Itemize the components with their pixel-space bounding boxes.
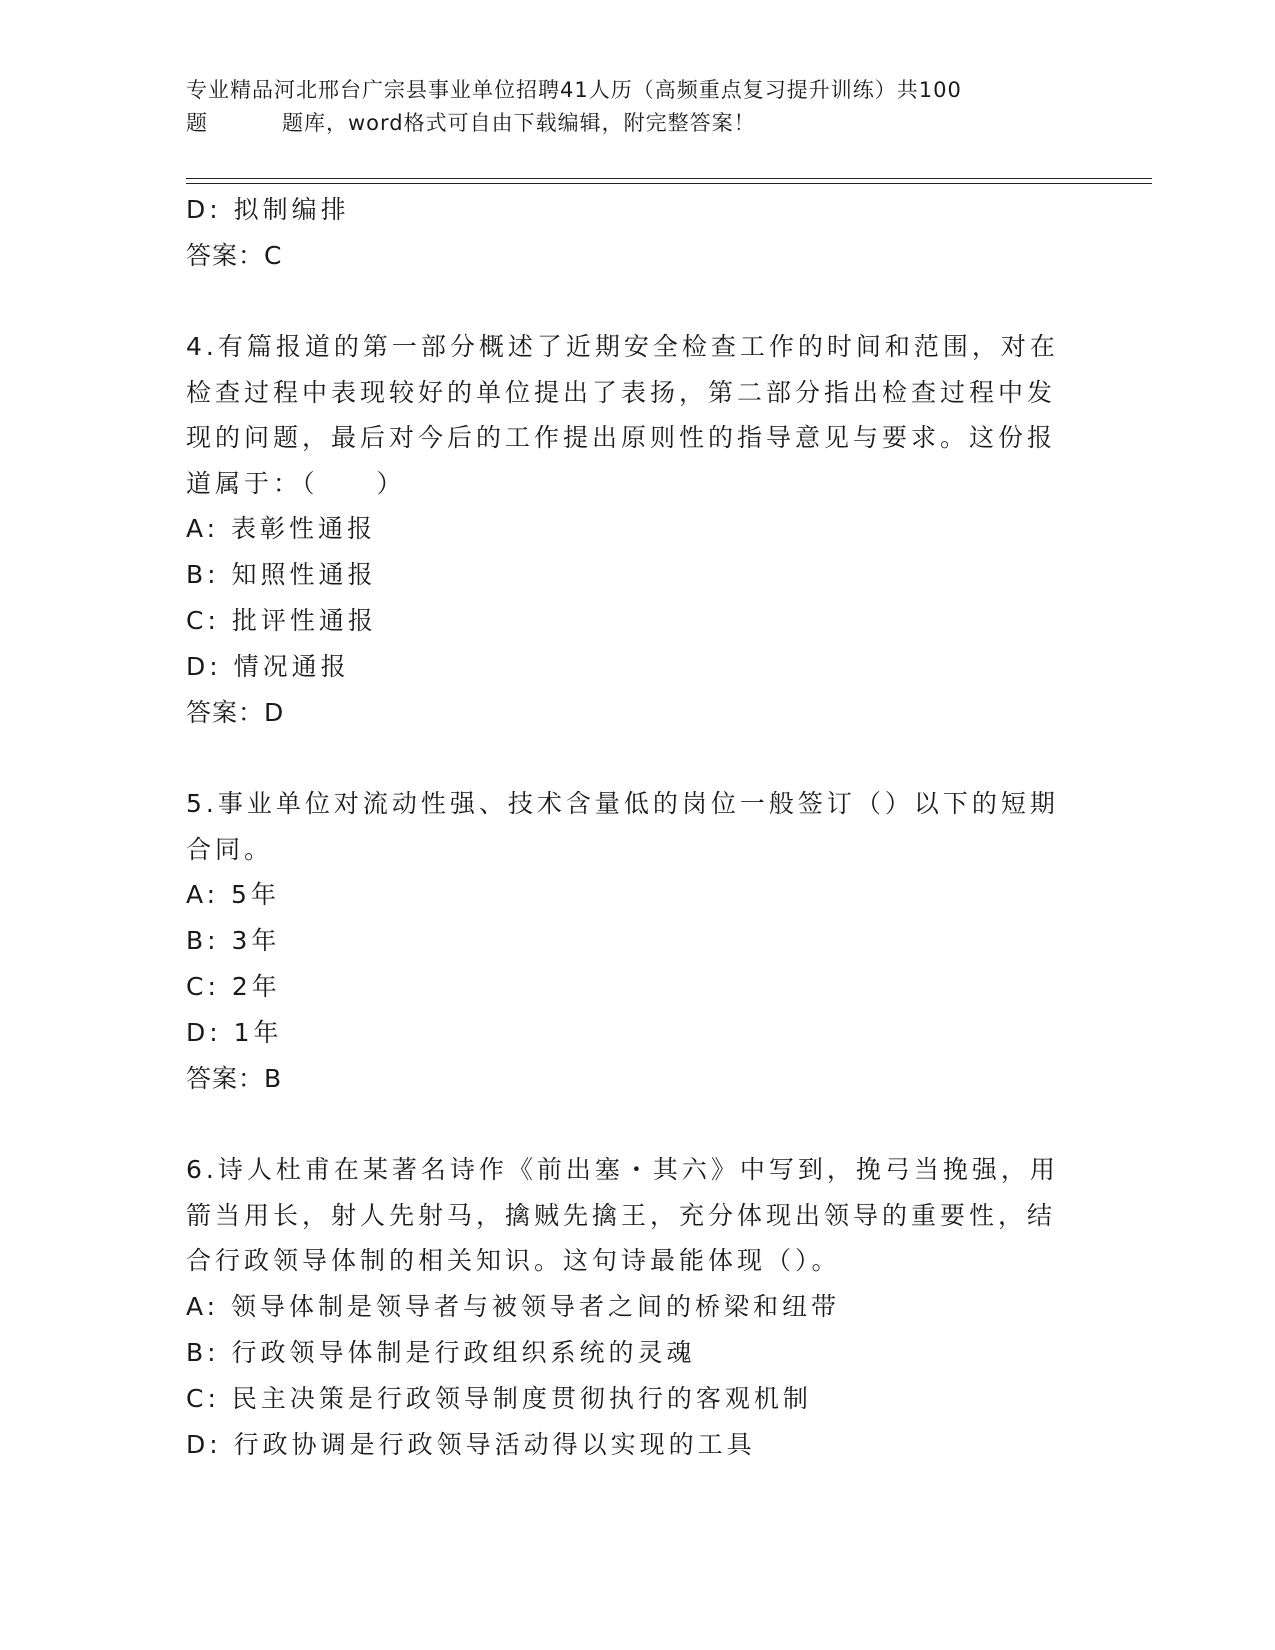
answer: 答案：D bbox=[186, 698, 285, 727]
question-text: 4.有篇报道的第一部分概述了近期安全检查工作的时间和范围，对在检查过程中表现较好的单位提出了表扬，第二部分指出检查过程中发现的问题，最后对今后的工作提出原则性的指导意见与要求。这份报道属于：（ ） bbox=[186, 332, 1059, 498]
option-b: B: 3年 bbox=[186, 926, 281, 955]
option-a: A: 表彰性通报 bbox=[186, 514, 377, 543]
question-3-tail bbox=[186, 187, 1066, 279]
answer: 答案：B bbox=[186, 1064, 283, 1093]
header-title-line-2-tail: 题库，word格式可自由下载编辑，附完整答案！ bbox=[282, 111, 756, 135]
option-b: B: 知照性通报 bbox=[186, 560, 377, 589]
header-divider-bottom bbox=[186, 183, 1152, 184]
question-5 bbox=[186, 781, 1066, 1102]
question-6 bbox=[186, 1147, 1066, 1468]
answer: 答案：C bbox=[186, 241, 283, 270]
option-c: C: 民主决策是行政领导制度贯彻执行的客观机制 bbox=[186, 1383, 812, 1413]
option-d: D: 行政协调是行政领导活动得以实现的工具 bbox=[186, 1429, 756, 1459]
question-text: 5.事业单位对流动性强、技术含量低的岗位一般签订（）以下的短期合同。 bbox=[186, 789, 1059, 864]
option-b: B: 行政领导体制是行政组织系统的灵魂 bbox=[186, 1337, 696, 1367]
option-c: C: 2年 bbox=[186, 972, 281, 1001]
option-c: C: 批评性通报 bbox=[186, 606, 377, 635]
option-d: D: 拟制编排 bbox=[186, 195, 350, 224]
header-title-line-2 bbox=[186, 107, 1066, 140]
question-4 bbox=[186, 324, 1066, 736]
option-a: A: 领导体制是领导者与被领导者之间的桥梁和纽带 bbox=[186, 1291, 841, 1321]
header-divider-top bbox=[186, 178, 1152, 179]
document-body bbox=[186, 187, 1066, 1468]
option-d: D: 1年 bbox=[186, 1018, 283, 1047]
question-text: 6.诗人杜甫在某著名诗作《前出塞・其六》中写到，挽弓当挽强，用箭当用长，射人先射马，擒贼先擒王，充分体现出领导的重要性，结合行政领导体制的相关知识。这句诗最能体现（）。 bbox=[186, 1155, 1059, 1275]
header-title-line-1: 专业精品河北邢台广宗县事业单位招聘41人历（高频重点复习提升训练）共100 bbox=[186, 78, 962, 102]
option-a: A: 5年 bbox=[186, 880, 280, 909]
document-header bbox=[186, 74, 1066, 140]
header-title-line-2-head: 题 bbox=[186, 111, 208, 135]
option-d: D: 情况通报 bbox=[186, 652, 350, 681]
